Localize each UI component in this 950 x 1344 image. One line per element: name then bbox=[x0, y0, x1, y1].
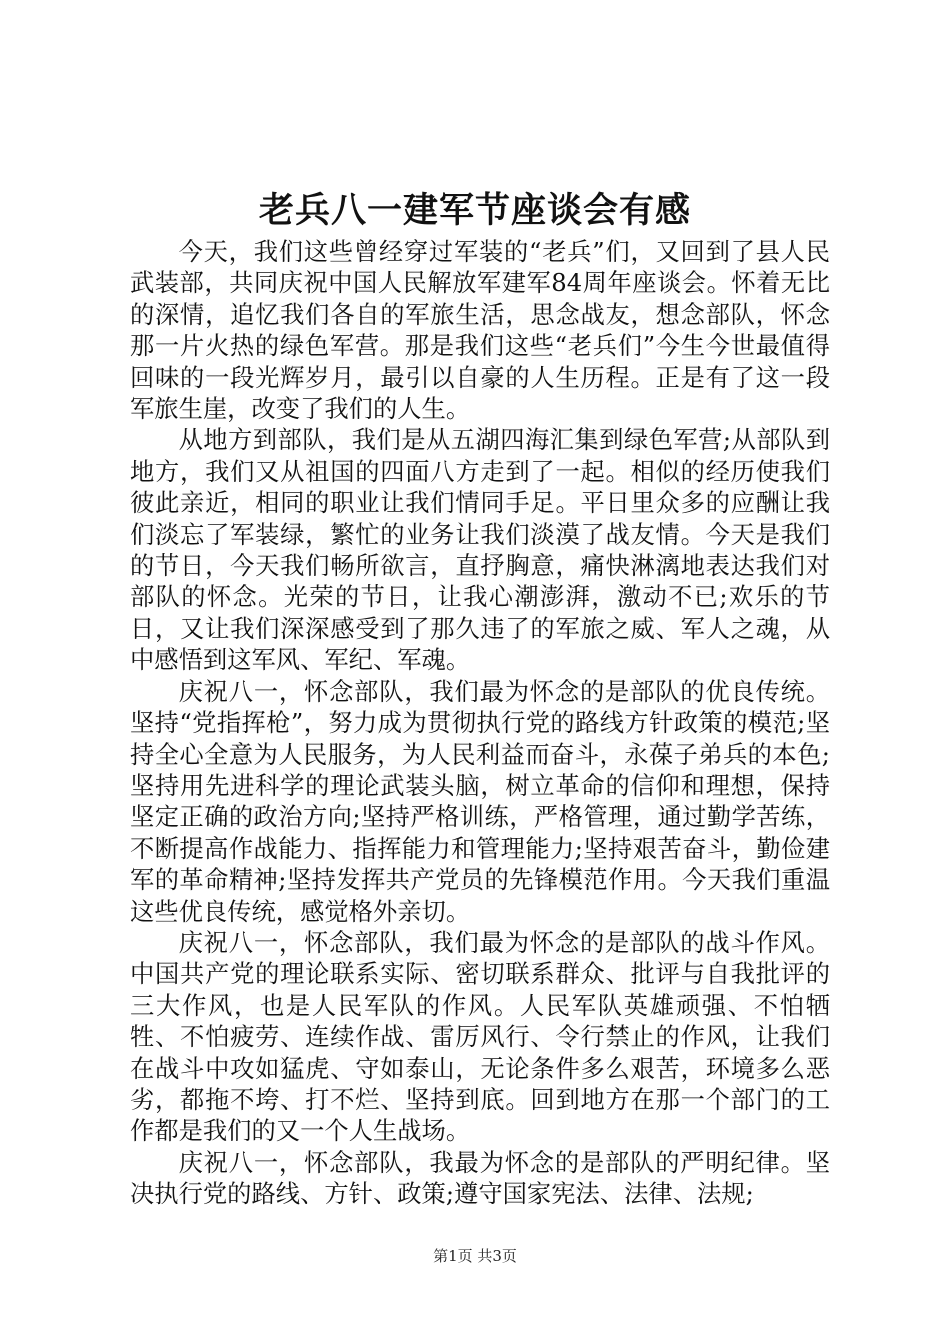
paragraph-4: 庆祝八一，怀念部队，我们最为怀念的是部队的战斗作风。中国共产党的理论联系实际、密切联系群众、批评与自我批评的三大作风，也是人民军队的作风。人民军队英雄顽强、不怕牺牲、不怕疲劳、连续作战、雷厉风行、令行禁止的作风，让我们在战斗中攻如猛虎、守如泰山，无论条件多么艰苦，环境多么恶劣，都拖不垮、打不烂、坚持到底。回到地方在那一个部门的工作都是我们的又一个人生战场。 bbox=[130, 927, 830, 1146]
paragraph-1: 今天，我们这些曾经穿过军装的“老兵”们，又回到了县人民武装部，共同庆祝中国人民解放军建军84周年座谈会。怀着无比的深情，追忆我们各自的军旅生活，思念战友，想念部队，怀念那一片火热的绿色军营。那是我们这些“老兵们”今生今世最值得回味的一段光辉岁月，最引以自豪的人生历程。正是有了这一段军旅生崖，改变了我们的人生。 bbox=[130, 237, 830, 424]
paragraph-3: 庆祝八一，怀念部队，我们最为怀念的是部队的优良传统。坚持“党指挥枪”，努力成为贯彻执行党的路线方针政策的模范;坚持全心全意为人民服务，为人民利益而奋斗，永葆子弟兵的本色;坚持用先进科学的理论武装头脑，树立革命的信仰和理想，保持坚定正确的政治方向;坚持严格训练，严格管理，通过勤学苦练，不断提高作战能力、指挥能力和管理能力;坚持艰苦奋斗，勤俭建军的革命精神;坚持发挥共产党员的先锋模范作用。今天我们重温这些优良传统，感觉格外亲切。 bbox=[130, 676, 830, 926]
document-body bbox=[130, 236, 830, 1210]
paragraph-5: 庆祝八一，怀念部队，我最为怀念的是部队的严明纪律。坚决执行党的路线、方针、政策;遵守国家宪法、法律、法规; bbox=[130, 1147, 830, 1209]
document-title: 老兵八一建军节座谈会有感 bbox=[258, 190, 691, 231]
paragraph-2: 从地方到部队，我们是从五湖四海汇集到绿色军营;从部队到地方，我们又从祖国的四面八方走到了一起。相似的经历使我们彼此亲近，相同的职业让我们情同手足。平日里众多的应酬让我们淡忘了军装绿，繁忙的业务让我们淡漠了战友情。今天是我们的节日，今天我们畅所欲言，直抒胸意，痛快淋漓地表达我们对部队的怀念。光荣的节日，让我心潮澎湃，激动不已;欢乐的节日，又让我们深深感受到了那久违了的军旅之威、军人之魂，从中感悟到这军风、军纪、军魂。 bbox=[130, 425, 830, 675]
page-footer: 第1页 共3页 bbox=[433, 1247, 517, 1265]
